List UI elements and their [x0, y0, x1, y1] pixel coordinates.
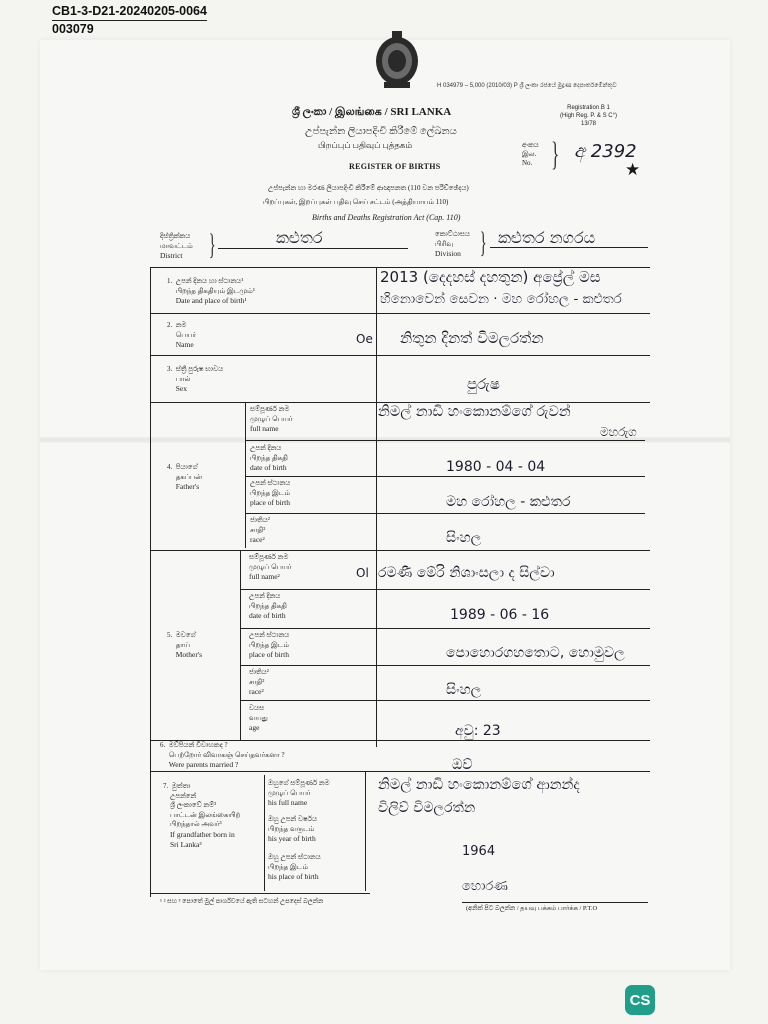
row-divider — [150, 771, 650, 772]
mother-race-label: ජාතිය² சாதி² race² — [249, 668, 269, 696]
left-border — [150, 267, 151, 897]
father-fullname-extra: මහරුග — [600, 425, 637, 439]
title-tamil: பிறப்புப் பதிவுப் புத்தகம் — [318, 140, 413, 150]
title-sinhala: උප්පැන්න ලියාපදිංචි කිරීමේ ලේඛනය — [305, 126, 457, 137]
row-divider — [245, 476, 645, 477]
mother-bracket — [240, 550, 241, 740]
mother-dob-label: උපන් දිනය பிறந்த திகதி date of birth — [249, 592, 287, 620]
father-dob-value: 1980 - 04 - 04 — [446, 459, 546, 475]
sex-value: පුරුෂ — [467, 375, 500, 393]
mother-pob-label: උපන් ස්ථානය பிறந்த இடம் place of birth — [249, 631, 290, 659]
reference-code: CB1-3-D21-20240205-0064 — [52, 3, 207, 21]
row-divider — [240, 665, 650, 666]
country-heading: ශ්‍රී ලංකා / இலங்கை / SRI LANKA — [292, 106, 452, 118]
camscanner-badge: CS — [625, 985, 655, 1015]
division-line — [490, 247, 648, 248]
document-reference — [52, 3, 207, 37]
division-value: කළුතර නගරය — [498, 228, 596, 247]
row-divider — [240, 700, 650, 701]
father-race-value: සිංහල — [446, 530, 482, 546]
father-fullname-label: සම්පූර්ණ නම முழுப் பெயர் full name — [250, 405, 293, 433]
grandfather-yob-value: 1964 — [462, 844, 496, 859]
row-divider — [150, 893, 370, 894]
row-3-label: 3. ස්ත්‍රී පුරුෂ භාවය பால் Sex — [167, 365, 224, 393]
pto-line — [462, 902, 648, 903]
married-value: ඔව් — [452, 757, 473, 773]
sri-lanka-emblem-icon — [372, 27, 422, 91]
birth-date-value: 2013 (දෙදහස් දහතුන) අප්‍රේල් මස — [380, 268, 601, 286]
mother-fullname-value: රමණී මේරි නිශාංසලා ද සිල්වා — [378, 565, 555, 581]
row-divider — [150, 402, 650, 403]
number-label: අංකය இல. No. — [522, 141, 539, 167]
mother-pob-value: පොහොරගහතොට, හොමුවල — [446, 645, 625, 661]
division-label: කොට්ඨාසය பிரிவு Division — [435, 230, 470, 258]
mother-age-value: අවු: 23 — [455, 723, 501, 739]
act-sinhala: උප්පැන්න හා මරණ ලියාපදිංචි කිරීමේ ආඥාපනත (110 වන පරිච්ඡේදය) — [268, 184, 469, 192]
grandfather-label: 7. මුත්තා උපන්නේ ශ්‍රී ලංකාවේ නම්³ பாட்டன் இலங்கையிற் பிறந்தால் அவர்³ If grandfather born in Sri Lanka³ — [163, 782, 241, 849]
form-code: Registration B 1 (High Reg. P. & S C°) 13/78 — [560, 105, 617, 127]
birth-place-value: හිනොවෙන් සෙවන · මහ රෝහල - කළුතර — [380, 291, 622, 307]
registration-number: අ 2392 — [574, 141, 637, 162]
grandfather-fullname-label: ඔහුගේ සම්පූර්ණ නම முழுப் பெயர் his full name — [268, 779, 330, 807]
mother-name-prefix: Ol — [356, 566, 369, 580]
grandfather-yob-label: ඔහු උපන් වර්ෂය பிறந்த வருடம் his year of birth — [268, 815, 317, 843]
row-divider — [240, 628, 650, 629]
please-turn-over: (අනික් පිට බලන්න / தயவு பக்கம் பார்க்க / P.T.O — [466, 905, 598, 912]
father-pob-label: උපන් ස්ථානය பிறந்த இடம் place of birth — [250, 479, 291, 507]
father-race-label: ජාතිය² சாதி² race² — [250, 516, 270, 544]
grandfather-fullname-value: නිමල් නාඩි හංකොනම්ගේ ආනන්ද — [378, 777, 580, 793]
district-value: කළුතර — [276, 228, 323, 247]
grandfather-column-divider — [365, 771, 366, 891]
row-2-label: 2. නම பெயர் Name — [167, 321, 197, 349]
row-divider — [245, 513, 645, 514]
column-divider — [376, 267, 377, 747]
act-english: Births and Deaths Registration Act (Cap. 110) — [312, 213, 461, 222]
mother-race-value: සිංහල — [446, 682, 482, 698]
district-label: දිස්ත්‍රික්කය மாவட்டம் District — [160, 232, 193, 260]
reference-serial: 003079 — [52, 22, 94, 36]
title-english: REGISTER OF BIRTHS — [349, 162, 441, 171]
married-label: 6. මව්පියන් විවාහකද ? பெற்றோர் விவாகஞ் செய்தவர்களா ? Were parents married ? — [160, 741, 285, 769]
mother-label: 5. මවගේ தாய் Mother's — [167, 631, 203, 659]
brace-mark: } — [551, 136, 560, 173]
brace-mark: } — [479, 226, 487, 259]
star-mark: ★ — [625, 160, 641, 179]
row-divider — [150, 550, 650, 551]
grandfather-fullname-extra: විලිව් විමලරත්න — [378, 800, 476, 816]
father-dob-label: උපන් දිනය பிறந்த திகதி date of birth — [250, 444, 288, 472]
grandfather-pob-value: හොරණ — [462, 879, 508, 894]
mother-fullname-label: සම්පූර්ණ නම முழுப் பெயர் full name² — [249, 553, 292, 581]
district-line — [218, 248, 408, 249]
print-imprint: H 034979 – 5,000 (2010/03) P ශ්‍රී ලංකා රජයේ මුද්‍රණ දෙපාර්තමේන්තුව — [437, 83, 617, 89]
row-divider — [150, 313, 650, 314]
row-1-label: 1. උපන් දිනය හා ස්ථානය¹ பிறந்த திகதியும் இடமும்¹ Date and place of birth¹ — [167, 277, 255, 305]
mother-dob-value: 1989 - 06 - 16 — [450, 607, 550, 623]
father-fullname-value: නිමල් නාඩි හංකොනම්ගේ රුවන් — [378, 404, 571, 420]
father-pob-value: මහ රෝහල - කළුතර — [446, 494, 571, 510]
footnote: ¹ ² සහ ³ පොතේ මුල් පාර්ශ්වයේ ඇති සටහන් උපදෙස් බලන්න — [160, 898, 324, 905]
grandfather-bracket — [264, 775, 265, 891]
mother-age-label: වයස வயது age — [249, 704, 268, 732]
act-tamil: பிறப்புகள், இறப்புகள் பதிவு செய் சட்டம் (அத்தியாயம் 110) — [263, 198, 449, 206]
brace-mark: } — [208, 228, 216, 261]
name-prefix: Oe — [356, 332, 373, 346]
row-divider — [150, 355, 650, 356]
grandfather-pob-label: ඔහු උපන් ස්ථානය பிறந்த இடம் his place of birth — [268, 853, 321, 881]
father-bracket — [245, 402, 246, 548]
row-divider — [245, 440, 645, 441]
father-label: 4. පියාගේ தகப்பன் Father's — [167, 463, 202, 491]
child-name-value: නිතුන දිනත් විමලරත්න — [400, 329, 544, 347]
row-divider — [240, 589, 650, 590]
